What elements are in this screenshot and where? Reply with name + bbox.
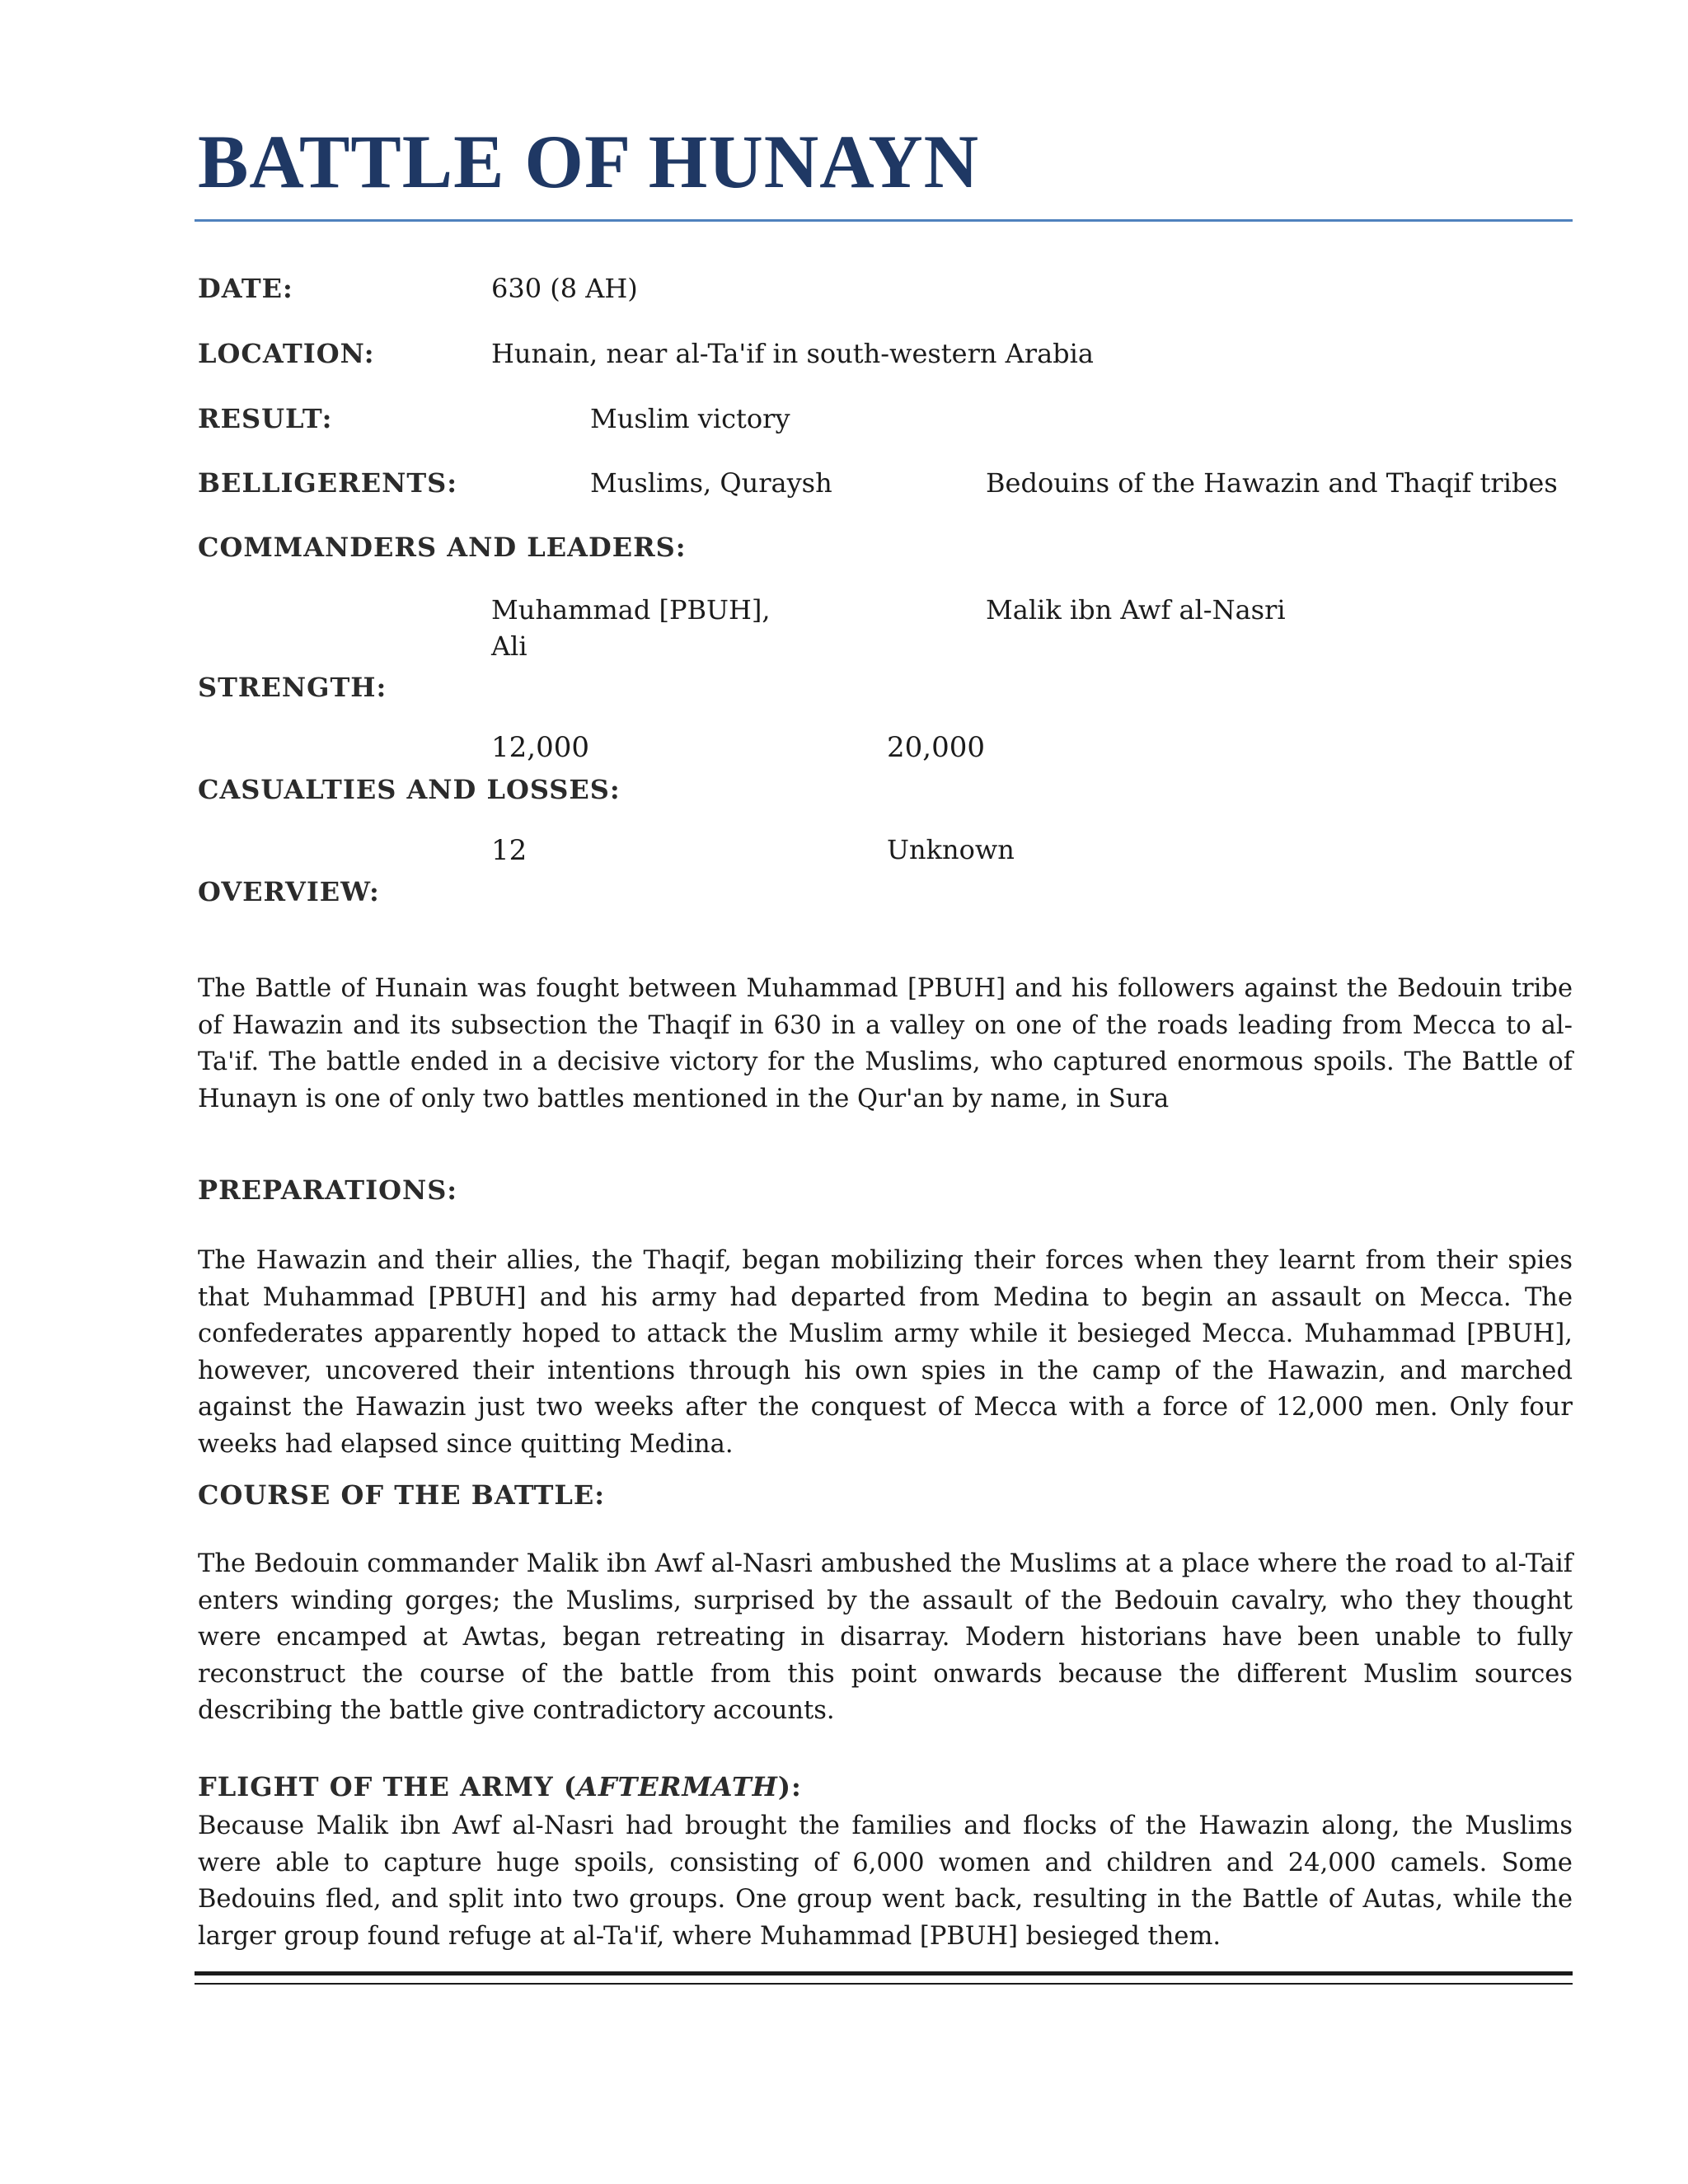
casualties-side1: 12	[491, 834, 528, 867]
footer-divider-thick	[195, 1971, 1573, 1975]
result-label: RESULT:	[198, 403, 333, 434]
flight-paragraph: Because Malik ibn Awf al-Nasri had brought the families and flocks of the Hawazin along, the Muslims were able to capture huge spoils, consisting of 6,000 women and children and 24,000 camels. Some Bedouins fled, and split into two groups. One group went back, resulting in the Battle of Autas, while the larger group found refuge at al-Ta'if, where Muhammad [PBUH] besieged them.	[198, 1811, 1573, 1951]
page-title: BATTLE OF HUNAYN	[198, 120, 980, 204]
preparations-paragraph: The Hawazin and their allies, the Thaqif, began mobilizing their forces when they learnt from their spies that Muhammad [PBUH] and his army had departed from Medina to begin an assault on Mecca. The confederates apparently hoped to attack the Muslim army while it besieged Mecca. Muhammad [PBUH], however, uncovered their intentions through his own spies in the camp of the Hawazin, and marched against the Hawazin just two weeks after the conquest of Mecca with a force of 12,000 men. Only four weeks had elapsed since quitting Medina.	[198, 1246, 1573, 1459]
title-divider	[195, 219, 1573, 222]
date-label: DATE:	[198, 273, 293, 304]
commanders-label: COMMANDERS AND LEADERS:	[198, 532, 687, 563]
strength-label: STRENGTH:	[198, 672, 387, 703]
flight-heading-suffix: ):	[777, 1771, 802, 1802]
commanders-side1-line1: Muhammad [PBUH],	[491, 594, 771, 626]
belligerents-side1: Muslims, Quraysh	[590, 467, 832, 499]
casualties-label: CASUALTIES AND LOSSES:	[198, 774, 621, 805]
flight-heading-prefix: FLIGHT OF THE ARMY (	[198, 1771, 577, 1802]
location-value: Hunain, near al-Ta'if in south-western Arabia	[491, 338, 1094, 369]
result-value: Muslim victory	[590, 403, 790, 434]
date-value: 630 (8 AH)	[491, 273, 638, 304]
flight-heading	[198, 1771, 802, 1802]
commanders-side1-line2: Ali	[491, 630, 528, 662]
commanders-side2: Malik ibn Awf al-Nasri	[986, 594, 1286, 626]
course-paragraph: The Bedouin commander Malik ibn Awf al-Nasri ambushed the Muslims at a place where the road to al-Taif enters winding gorges; the Muslims, surprised by the assault of the Bedouin cavalry, who they thought were encamped at Awtas, began retreating in disarray. Modern historians have been unable to fully reconstruct the course of the battle from this point onwards because the different Muslim sources describing the battle give contradictory accounts.	[198, 1549, 1573, 1726]
overview-paragraph: The Battle of Hunain was fought between Muhammad [PBUH] and his followers against the Bedouin tribe of Hawazin and its subsection the Thaqif in 630 in a valley on one of the roads leading from Mecca to al-Ta'if. The battle ended in a decisive victory for the Muslims, who captured enormous spoils. The Battle of Hunayn is one of only two battles mentioned in the Qur'an by name, in Sura	[198, 974, 1573, 1113]
belligerents-label: BELLIGERENTS:	[198, 467, 458, 499]
strength-side2: 20,000	[887, 731, 985, 764]
belligerents-side2: Bedouins of the Hawazin and Thaqif tribes	[986, 467, 1558, 499]
flight-heading-italic: AFTERMATH	[576, 1771, 778, 1802]
preparations-heading: PREPARATIONS:	[198, 1174, 458, 1206]
course-heading: COURSE OF THE BATTLE:	[198, 1479, 606, 1511]
casualties-side2: Unknown	[887, 834, 1015, 865]
location-label: LOCATION:	[198, 338, 375, 369]
strength-side1: 12,000	[491, 731, 589, 764]
footer-divider-thin	[195, 1983, 1573, 1985]
overview-heading: OVERVIEW:	[198, 876, 380, 907]
